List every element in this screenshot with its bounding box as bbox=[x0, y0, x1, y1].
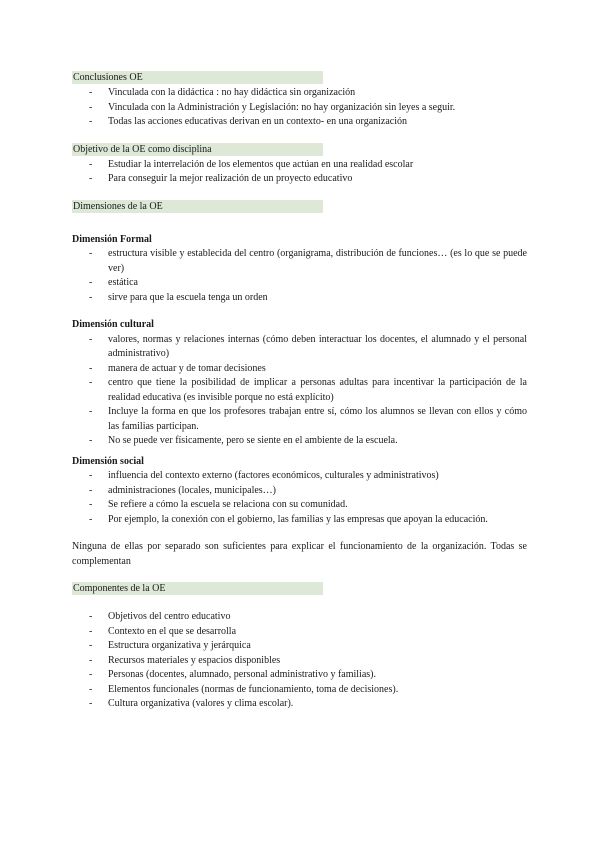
list-item: - No se puede ver físicamente, pero se siente en el ambiente de la escuela. bbox=[72, 434, 527, 449]
list-item: - Estructura organizativa y jerárquica bbox=[72, 639, 527, 654]
list-item: - Estudiar la interrelación de los elementos que actúan en una realidad escolar bbox=[72, 158, 527, 173]
list-item: - centro que tiene la posibilidad de implicar a personas adultas para incentivar la participación de la realidad educativa (es invisible porque no está explícito) bbox=[72, 376, 527, 405]
section-heading-conclusiones: Conclusiones OE bbox=[72, 71, 323, 84]
conclusiones-list bbox=[72, 86, 527, 130]
objetivo-list bbox=[72, 158, 527, 187]
dimension-social-list bbox=[72, 469, 527, 527]
list-item: - valores, normas y relaciones internas (cómo deben interactuar los docentes, el alumnado y el personal administrativo) bbox=[72, 333, 527, 362]
list-item: - Por ejemplo, la conexión con el gobierno, las familias y las empresas que apoyan la educación. bbox=[72, 513, 527, 528]
list-item: - manera de actuar y de tomar decisiones bbox=[72, 362, 527, 377]
dimensiones-conclusion-paragraph: Ninguna de ellas por separado son suficientes para explicar el funcionamiento de la organización. Todas se complementan bbox=[72, 541, 527, 567]
dimension-formal-title: Dimensión Formal bbox=[72, 233, 152, 245]
list-item: - Incluye la forma en que los profesores trabajan entre sí, cómo los alumnos se llevan con ellos y cómo las familias participan. bbox=[72, 405, 527, 434]
list-item: - Objetivos del centro educativo bbox=[72, 610, 527, 625]
list-item: - estática bbox=[72, 276, 527, 291]
componentes-list bbox=[72, 610, 527, 712]
list-item: - Cultura organizativa (valores y clima escolar). bbox=[72, 697, 527, 712]
list-item: - administraciones (locales, municipales…) bbox=[72, 484, 527, 499]
dimension-cultural-list bbox=[72, 333, 527, 449]
dimension-cultural-title: Dimensión cultural bbox=[72, 319, 154, 330]
list-item: - estructura visible y establecida del centro (organigrama, distribución de funciones… (es lo que se puede ver) bbox=[72, 247, 527, 276]
section-heading-componentes: Componentes de la OE bbox=[72, 582, 323, 595]
list-item: - Vinculada con la Administración y Legislación: no hay organización sin leyes a seguir. bbox=[72, 101, 527, 116]
list-item: - Personas (docentes, alumnado, personal administrativo y familias). bbox=[72, 668, 527, 683]
list-item: - Se refiere a cómo la escuela se relaciona con su comunidad. bbox=[72, 498, 527, 513]
document-body bbox=[72, 71, 527, 712]
list-item: - Vinculada con la didáctica : no hay didáctica sin organización bbox=[72, 86, 527, 101]
list-item: - Todas las acciones educativas derivan en un contexto- en una organización bbox=[72, 115, 527, 130]
list-item: - sirve para que la escuela tenga un orden bbox=[72, 291, 527, 306]
list-item: - Recursos materiales y espacios disponibles bbox=[72, 654, 527, 669]
list-item: - Elementos funcionales (normas de funcionamiento, toma de decisiones). bbox=[72, 683, 527, 698]
section-heading-objetivo: Objetivo de la OE como disciplina bbox=[72, 143, 323, 156]
dimension-formal-list bbox=[72, 247, 527, 305]
section-heading-dimensiones: Dimensiones de la OE bbox=[72, 200, 323, 213]
dimension-social-title: Dimensión social bbox=[72, 455, 144, 467]
list-item: - influencia del contexto externo (factores económicos, culturales y administrativos) bbox=[72, 469, 527, 484]
list-item: - Para conseguir la mejor realización de un proyecto educativo bbox=[72, 172, 527, 187]
list-item: - Contexto en el que se desarrolla bbox=[72, 625, 527, 640]
